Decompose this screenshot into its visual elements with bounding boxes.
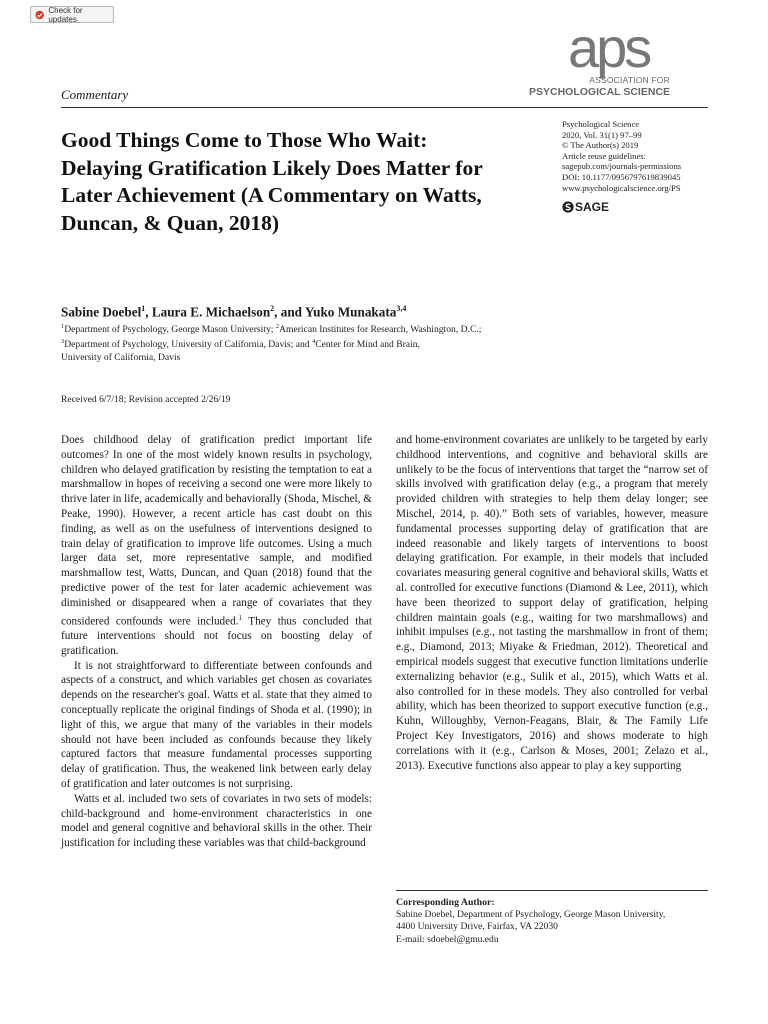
- footnote-marker[interactable]: 1: [238, 613, 242, 622]
- header-divider: [61, 107, 708, 108]
- aps-logo-line1: ASSOCIATION FOR: [589, 75, 670, 85]
- author-name: Laura E. Michaelson: [151, 304, 271, 320]
- corresponding-author: [396, 897, 708, 946]
- check-for-updates-label: Check for updates: [48, 5, 83, 24]
- sage-logo: [562, 200, 609, 214]
- author-affiliation-marker: 1: [141, 304, 146, 313]
- body-column-left: [61, 433, 372, 851]
- aps-logo-line2: PSYCHOLOGICAL SCIENCE: [529, 86, 670, 98]
- author-affiliation-marker: 3,4: [396, 304, 407, 313]
- affiliation-text: Department of Psychology, George Mason University;: [64, 324, 276, 336]
- received-dates: Received 6/7/18; Revision accepted 2/26/19: [61, 394, 231, 405]
- footnote-divider: [396, 890, 708, 891]
- journal-volume: 2020, Vol. 31(1) 97–99: [562, 129, 642, 140]
- affiliation-marker: 3: [61, 338, 65, 346]
- article-title: Good Things Come to Those Who Wait: Delaying Gratification Likely Does Matter for Later Achievement (A Commentary on Watts, Duncan, & Quan, 2018): [61, 128, 483, 235]
- affiliation-marker: 1: [61, 323, 65, 330]
- affiliation-text: American Institutes for Research, Washington, D.C.;: [279, 324, 482, 336]
- body-paragraph: [61, 433, 372, 659]
- affiliation-text: Center for Mind and Brain,: [315, 339, 420, 351]
- author-affiliation-marker: 2: [270, 304, 275, 313]
- check-for-updates-button[interactable]: [30, 6, 114, 23]
- author-name: Yuko Munakata: [304, 304, 397, 320]
- body-paragraph: It is not straightforward to differentiate between confounds and aspects of a construct, and which variables get chosen as covariates depends on the researcher's goal. Watts et al. state that they aimed to conceptually replicate the original findings of Shoda et al. (1990); in light of this, we argue that many of the variables in their models should not have been included as confounds because they likely captured factors that measure fundamental processes supporting delay of gratification. Thus, the weakened link between early delay of gratification and later outcomes is not surprising.: [61, 659, 372, 791]
- affiliation-text: University of California, Davis: [61, 351, 181, 363]
- reuse-guidelines: Article reuse guidelines:: [562, 150, 646, 161]
- corresponding-author-heading: Corresponding Author:: [396, 897, 495, 908]
- paragraph-text: Does childhood delay of gratification predict important life outcomes? In one of the most widely known results in psychology, children who delayed gratification by resisting the temptation to eat a marshmallow in hopes of receiving a second one were more likely to thrive later in life, academically and behaviorally (Shoda, Mischel, & Peake, 1990). However, a recent article has cast doubt on this finding, as well as on the usefulness of interventions designed to train delay of gratification to improve life outcomes. Using a much larger data set, more representative sample, and modified marshmallow test, Watts, Duncan, and Quan (2018) found that the predictive power of the test for later academic achievement was diminished or disappeared when a range of covariates that they considered confounds were included.: [61, 434, 372, 628]
- journal-info: [562, 119, 712, 193]
- corresponding-author-email[interactable]: E-mail: sdoebel@gmu.edu: [396, 933, 499, 945]
- author-name: Sabine Doebel: [61, 304, 142, 320]
- affiliation-marker: 2: [275, 323, 280, 330]
- affiliation-marker: 4: [311, 338, 316, 346]
- body-paragraph: and home-environment covariates are unlikely to be targeted by early childhood interventions, and cognitive and behavioral skills are unlikely to be the focus of interventions that target the “narrow set of skills involved with gratification delay (e.g., a program that merely provided children with strategies to help them delay longer; see Mischel, 2014, p. 40).” Both sets of variables, however, measure fundamental processes supporting delay of gratification that are indeed reasonable and likely targets of interventions to boost delaying gratification. For example, in their models that included covariates measuring general cognitive and behavioral skills, Watts et al. controlled for executive functions (Diamond & Lee, 2011), which have been theorized to support delay of gratification, helping children maintain goals (e.g., waiting for two marshmallows) and inhibit impulses (e.g., not tasting the marshmallow in front of them; e.g., Diamond, 2013; Miyake & Friedman, 2012). Theoretical and empirical models suggest that executive function limitations underlie externalizing behavior (e.g., Sulik et al., 2015), which Watts et al. also controlled for in these models. They also controlled for verbal ability, which has been theorized to support executive function (e.g., Kuhn, Willoughby, Vernon-Feagans, Blair, & The Family Life Project Key Investigators, 2016) and shows moderate to high correlations with it (e.g., Carlson & Moses, 2001; Zelazo et al., 2013). Executive functions also appear to play a key supporting: [396, 434, 708, 772]
- paragraph-text: They thus concluded that future interventions should not focus on boosting delay of gratification.: [61, 615, 373, 657]
- doi[interactable]: DOI: 10.1177/0956797619839045: [562, 171, 681, 182]
- body-paragraph: Watts et al. included two sets of covariates in two sets of models: child-background and home-environment characteristics in one model and general cognitive and behavioral skills in the other. Their justification for including these variables was that child-background: [61, 792, 372, 850]
- author-separator: ,: [145, 304, 152, 320]
- corresponding-author-address: 4400 University Drive, Fairfax, VA 22030: [396, 921, 558, 933]
- author-list: [61, 304, 406, 320]
- author-separator: , and: [274, 304, 305, 320]
- journal-name: Psychological Science: [562, 119, 640, 129]
- aps-wordmark: aps: [568, 16, 650, 79]
- body-column-right: [396, 433, 708, 773]
- journal-website-link[interactable]: www.psychologicalscience.org/PS: [562, 182, 681, 193]
- article-type: Commentary: [61, 87, 129, 102]
- affiliations: [61, 321, 561, 364]
- affiliation-text: Department of Psychology, University of California, Davis; and: [64, 339, 312, 351]
- corresponding-author-affiliation: Sabine Doebel, Department of Psychology, George Mason University,: [396, 909, 666, 921]
- aps-logo: [529, 16, 674, 106]
- copyright: © The Author(s) 2019: [562, 140, 639, 151]
- sage-wordmark: SAGE: [575, 200, 610, 214]
- permissions-link[interactable]: sagepub.com/journals-permissions: [562, 161, 682, 172]
- sage-icon: [562, 201, 574, 213]
- crossmark-icon: [35, 10, 44, 20]
